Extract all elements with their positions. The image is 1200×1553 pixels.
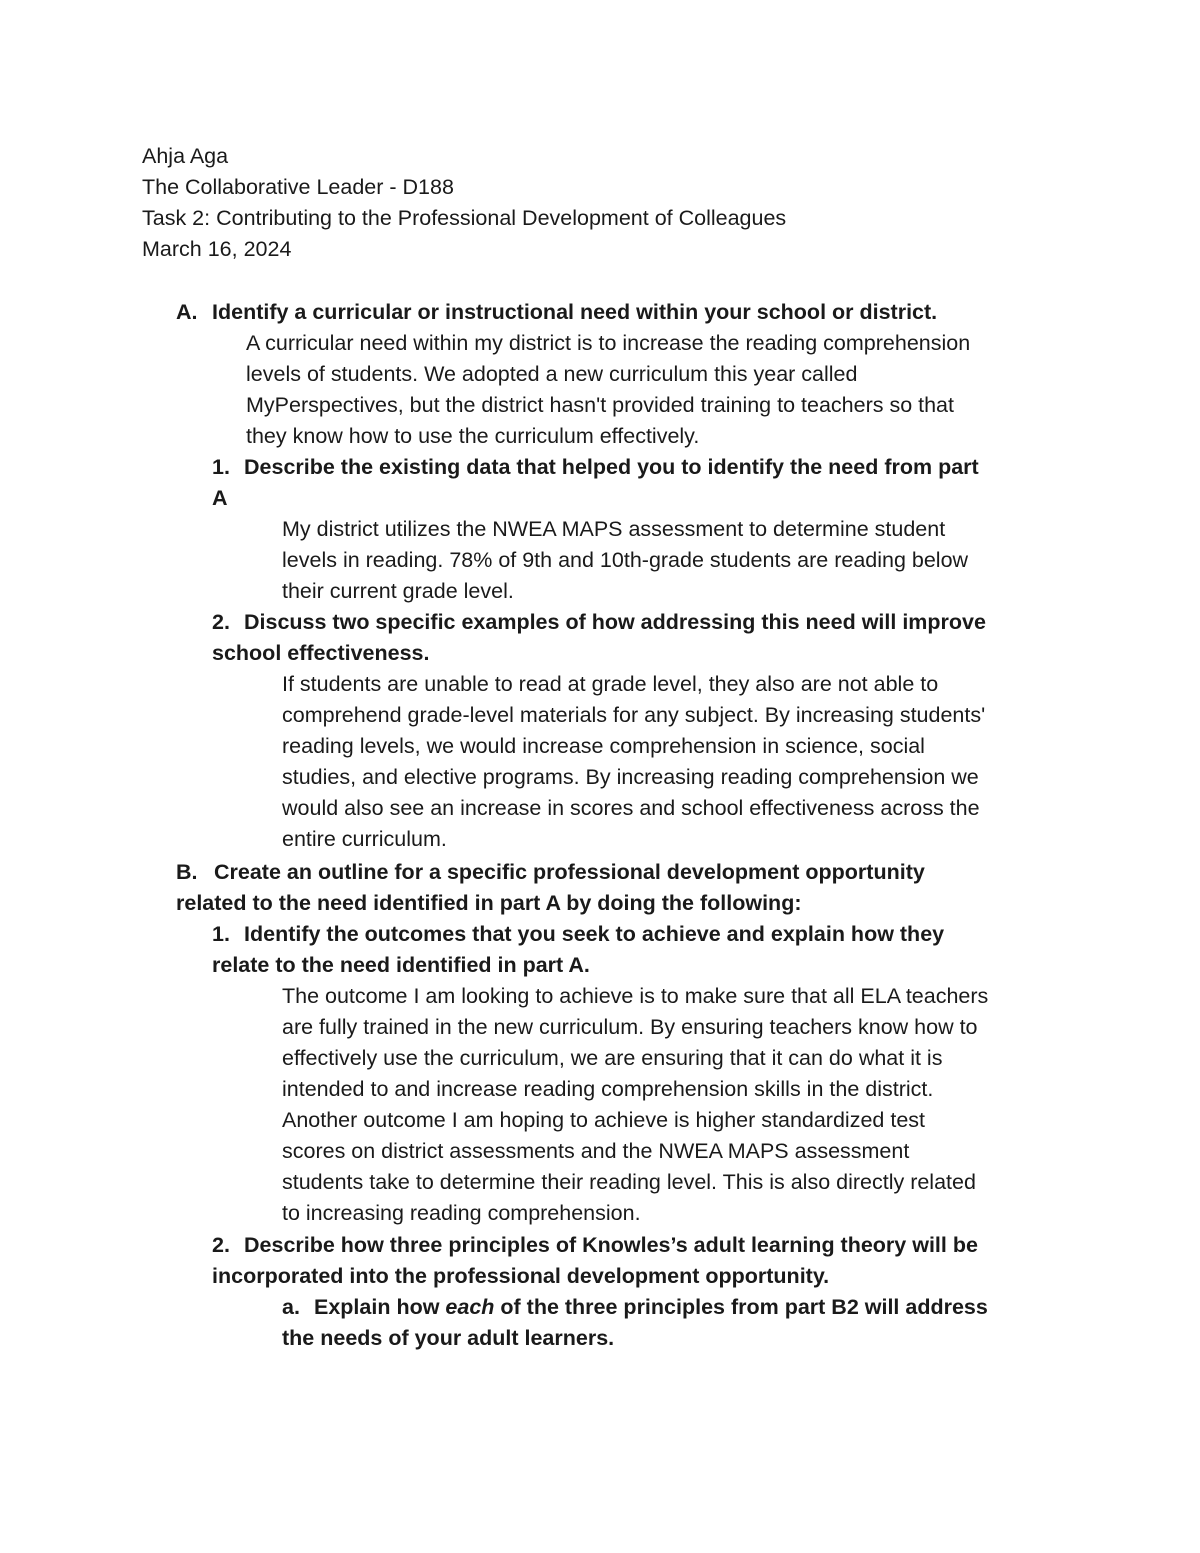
- item-a2-heading-text: Discuss two specific examples of how addressing this need will improve: [244, 610, 986, 634]
- subitem-b2a-heading-post: of the three principles from part B2 will address: [494, 1295, 988, 1319]
- item-a2-body-line: comprehend grade-level materials for any subject. By increasing students': [282, 703, 986, 727]
- section-a-heading-text: Identify a curricular or instructional need within your school or district.: [212, 300, 938, 324]
- section-a-heading: [176, 297, 937, 328]
- subitem-b2a-heading: [282, 1292, 988, 1323]
- item-a1-heading: [212, 452, 979, 483]
- task-title: Task 2: Contributing to the Professional Development of Colleagues: [142, 206, 787, 230]
- item-a2-heading: [212, 607, 986, 638]
- section-a-body-line: levels of students. We adopted a new curriculum this year called: [246, 362, 858, 386]
- section-a-body-line: they know how to use the curriculum effectively.: [246, 424, 700, 448]
- author-name: Ahja Aga: [142, 144, 229, 168]
- item-a1-body-line: their current grade level.: [282, 579, 514, 603]
- item-a2-body-line: studies, and elective programs. By increasing reading comprehension we: [282, 765, 979, 789]
- item-b1-heading-continued: relate to the need identified in part A.: [212, 953, 590, 977]
- item-b1-body-line: Another outcome I am hoping to achieve is higher standardized test: [282, 1108, 925, 1132]
- item-b1-heading-text: Identify the outcomes that you seek to achieve and explain how they: [244, 922, 945, 946]
- item-a2-body-line: would also see an increase in scores and school effectiveness across the: [282, 796, 980, 820]
- item-b2-marker: 2.: [212, 1233, 230, 1257]
- subitem-b2a-marker: a.: [282, 1295, 300, 1319]
- section-b-marker: B.: [176, 860, 198, 884]
- item-a1-body-line: levels in reading. 78% of 9th and 10th-grade students are reading below: [282, 548, 969, 572]
- item-b1-body-line: The outcome I am looking to achieve is to make sure that all ELA teachers: [282, 984, 989, 1008]
- item-b2-heading: [212, 1230, 978, 1261]
- section-b-heading-text: Create an outline for a specific professional development opportunity: [214, 860, 925, 884]
- item-b2-heading-continued: incorporated into the professional development opportunity.: [212, 1264, 830, 1288]
- section-b-heading-continued: related to the need identified in part A by doing the following:: [176, 891, 802, 915]
- course-title: The Collaborative Leader - D188: [142, 175, 454, 199]
- item-b1-heading: [212, 919, 944, 950]
- item-a2-body-line: If students are unable to read at grade level, they also are not able to: [282, 672, 939, 696]
- item-a2-body-line: reading levels, we would increase comprehension in science, social: [282, 734, 925, 758]
- item-a2-body-line: entire curriculum.: [282, 827, 447, 851]
- item-b2-heading-text: Describe how three principles of Knowles’s adult learning theory will be: [244, 1233, 978, 1257]
- section-a-body-line: MyPerspectives, but the district hasn't provided training to teachers so that: [246, 393, 954, 417]
- section-b-heading: [176, 857, 925, 888]
- subitem-b2a-heading-emphasis: each: [445, 1295, 495, 1319]
- item-a1-marker: 1.: [212, 455, 230, 479]
- item-a1-heading-text: Describe the existing data that helped you to identify the need from part: [244, 455, 979, 479]
- document-date: March 16, 2024: [142, 237, 292, 261]
- item-b1-body-line: intended to and increase reading comprehension skills in the district.: [282, 1077, 934, 1101]
- item-b1-body-line: scores on district assessments and the NWEA MAPS assessment: [282, 1139, 910, 1163]
- item-b1-body-line: effectively use the curriculum, we are ensuring that it can do what it is: [282, 1046, 943, 1070]
- item-a1-heading-continued: A: [212, 486, 228, 510]
- item-a2-heading-continued: school effectiveness.: [212, 641, 430, 665]
- subitem-b2a-heading-continued: the needs of your adult learners.: [282, 1326, 615, 1350]
- section-a-body-line: A curricular need within my district is to increase the reading comprehension: [246, 331, 971, 355]
- item-b1-body-line: are fully trained in the new curriculum. By ensuring teachers know how to: [282, 1015, 978, 1039]
- item-a1-body-line: My district utilizes the NWEA MAPS assessment to determine student: [282, 517, 946, 541]
- section-a-marker: A.: [176, 300, 198, 324]
- subitem-b2a-heading-pre: Explain how: [314, 1295, 446, 1319]
- item-a2-marker: 2.: [212, 610, 230, 634]
- item-b1-body-line: to increasing reading comprehension.: [282, 1201, 641, 1225]
- item-b1-marker: 1.: [212, 922, 230, 946]
- item-b1-body-line: students take to determine their reading level. This is also directly related: [282, 1170, 976, 1194]
